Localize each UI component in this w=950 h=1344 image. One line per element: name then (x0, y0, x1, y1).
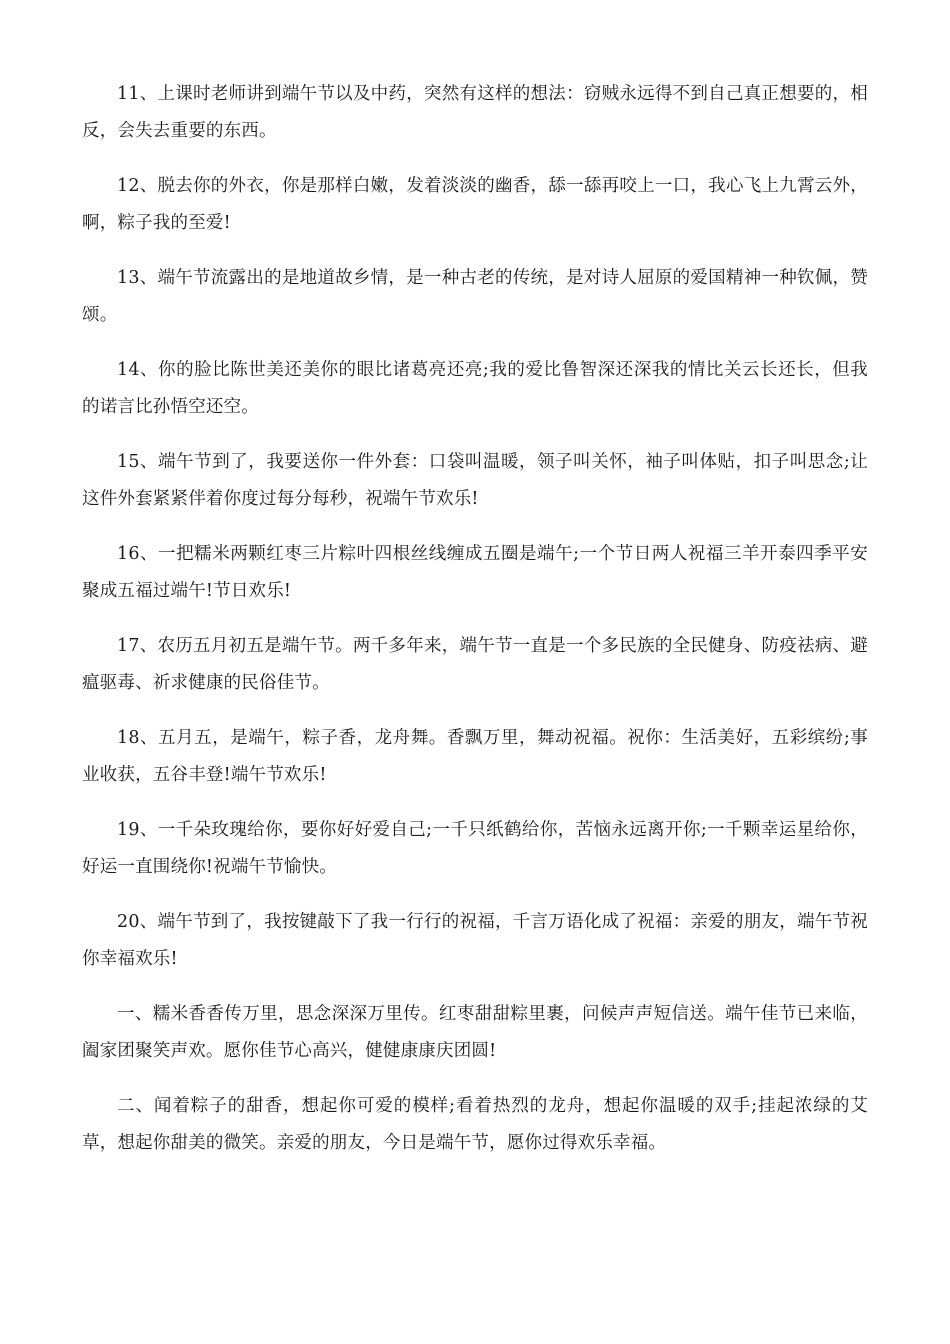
paragraph-one: 一、糯米香香传万里，思念深深万里传。红枣甜甜粽里裹，问候声声短信送。端午佳节已来临，阖家团聚笑声欢。愿你佳节心高兴，健健康康庆团圆! (82, 1004, 868, 1061)
paragraph-20: 20、端午节到了，我按键敲下了我一行行的祝福，千言万语化成了祝福：亲爱的朋友，端午节祝你幸福欢乐! (82, 912, 868, 969)
paragraph-19: 19、一千朵玫瑰给你，要你好好爱自己;一千只纸鹤给你，苦恼永远离开你;一千颗幸运星给你，好运一直围绕你!祝端午节愉快。 (82, 820, 868, 877)
document-body (82, 76, 868, 1180)
paragraph-16: 16、一把糯米两颗红枣三片粽叶四根丝线缠成五圈是端午;一个节日两人祝福三羊开泰四季平安聚成五福过端午!节日欢乐! (82, 544, 868, 601)
paragraph-11: 11、上课时老师讲到端午节以及中药，突然有这样的想法：窃贼永远得不到自己真正想要的，相反，会失去重要的东西。 (82, 84, 868, 141)
paragraph-two: 二、闻着粽子的甜香，想起你可爱的模样;看着热烈的龙舟，想起你温暖的双手;挂起浓绿的艾草，想起你甜美的微笑。亲爱的朋友，今日是端午节，愿你过得欢乐幸福。 (82, 1096, 868, 1153)
paragraph-14: 14、你的脸比陈世美还美你的眼比诸葛亮还亮;我的爱比鲁智深还深我的情比关云长还长，但我的诺言比孙悟空还空。 (82, 360, 868, 417)
paragraph-12: 12、脱去你的外衣，你是那样白嫩，发着淡淡的幽香，舔一舔再咬上一口，我心飞上九霄云外，啊，粽子我的至爱! (82, 176, 868, 233)
paragraph-18: 18、五月五，是端午，粽子香，龙舟舞。香飘万里，舞动祝福。祝你：生活美好，五彩缤纷;事业收获，五谷丰登!端午节欢乐! (82, 728, 868, 785)
paragraph-17: 17、农历五月初五是端午节。两千多年来，端午节一直是一个多民族的全民健身、防疫祛病、避瘟驱毒、祈求健康的民俗佳节。 (82, 636, 868, 693)
paragraph-13: 13、端午节流露出的是地道故乡情，是一种古老的传统，是对诗人屈原的爱国精神一种钦佩，赞颂。 (82, 268, 868, 325)
paragraph-15: 15、端午节到了，我要送你一件外套：口袋叫温暖，领子叫关怀，袖子叫体贴，扣子叫思念;让这件外套紧紧伴着你度过每分每秒，祝端午节欢乐! (82, 452, 868, 509)
